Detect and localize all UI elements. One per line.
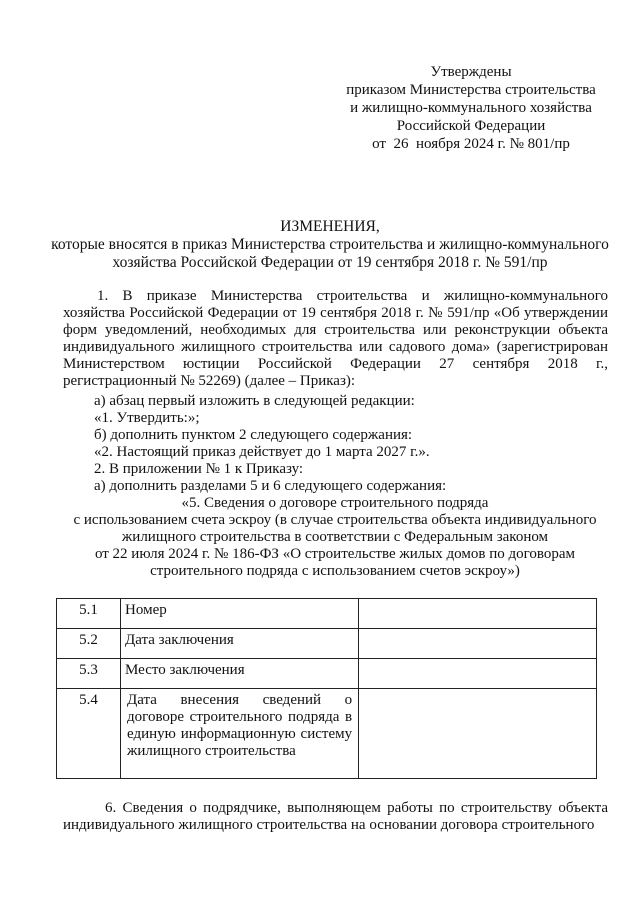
approval-block [330, 63, 612, 153]
row-label: Номер [121, 599, 359, 629]
item-2: 2. В приложении № 1 к Приказу: [94, 461, 304, 477]
title-line-2: хозяйства Российской Федерации от 19 сентября 2018 г. № 591/пр [112, 254, 548, 271]
table-row [57, 659, 597, 689]
approval-line-3: и жилищно-коммунального хозяйства [350, 100, 592, 116]
section-5-heading [40, 495, 630, 580]
item-1b: б) дополнить пунктом 2 следующего содержания: [94, 427, 413, 443]
table-row [57, 689, 597, 779]
section-5-line-5: строительного подряда с использованием счетов эскроу») [150, 563, 520, 579]
row-number: 5.2 [57, 629, 121, 659]
item-1-paragraph: 1. В приказе Министерства строительства и жилищно-коммунального хозяйства Российской Федерации от 19 сентября 2018 г. № 591/пр «Об утверждении форм уведомлений, необходимых для строительства или реконструкции объекта индивидуального жилищного строительства или садового дома» (зарегистрирован Министерством юстиции Российской Федерации 27 сентября 2018 г., регистрационный № 52269) (далее – Приказ): [63, 288, 608, 389]
row-label: Место заключения [121, 659, 359, 689]
row-number: 5.4 [57, 689, 121, 779]
approval-line-4: Российской Федерации [396, 118, 546, 134]
item-1a-quote: «1. Утвердить:»; [94, 410, 200, 426]
row-value [359, 629, 597, 659]
row-label: Дата внесения сведений о договоре строительного подряда в единую информационную систему жилищного строительства [121, 689, 359, 779]
section-5-line-4: от 22 июля 2024 г. № 186-ФЗ «О строительстве жилых домов по договорам [94, 546, 576, 562]
item-1a: а) абзац первый изложить в следующей редакции: [94, 393, 415, 409]
section-5-line-1: «5. Сведения о договоре строительного подряда [181, 495, 489, 511]
section-5-table [56, 598, 597, 779]
row-label: Дата заключения [121, 629, 359, 659]
row-number: 5.1 [57, 599, 121, 629]
section-6-paragraph: 6. Сведения о подрядчике, выполняющем работы по строительству объекта индивидуального жилищного строительства на основании договора строительного [63, 800, 608, 833]
table-row [57, 599, 597, 629]
row-value [359, 599, 597, 629]
title-line-1: которые вносятся в приказ Министерства строительства и жилищно-коммунального [51, 236, 609, 253]
item-1b-quote: «2. Настоящий приказ действует до 1 марта 2027 г.». [94, 444, 430, 460]
title-heading: ИЗМЕНЕНИЯ, [280, 218, 380, 235]
section-5-line-3: жилищного строительства в соответствии с Федеральным законом [121, 529, 549, 545]
section-5-line-2: с использованием счета эскроу (в случае строительства объекта индивидуального [73, 512, 597, 528]
approval-line-1: Утверждены [430, 64, 512, 80]
row-value [359, 689, 597, 779]
approval-line-2: приказом Министерства строительства [346, 82, 596, 98]
item-2a: а) дополнить разделами 5 и 6 следующего содержания: [94, 478, 447, 494]
approval-line-5: от 26 ноября 2024 г. № 801/пр [372, 136, 570, 152]
table-row [57, 629, 597, 659]
row-value [359, 659, 597, 689]
row-number: 5.3 [57, 659, 121, 689]
document-title [40, 218, 620, 272]
